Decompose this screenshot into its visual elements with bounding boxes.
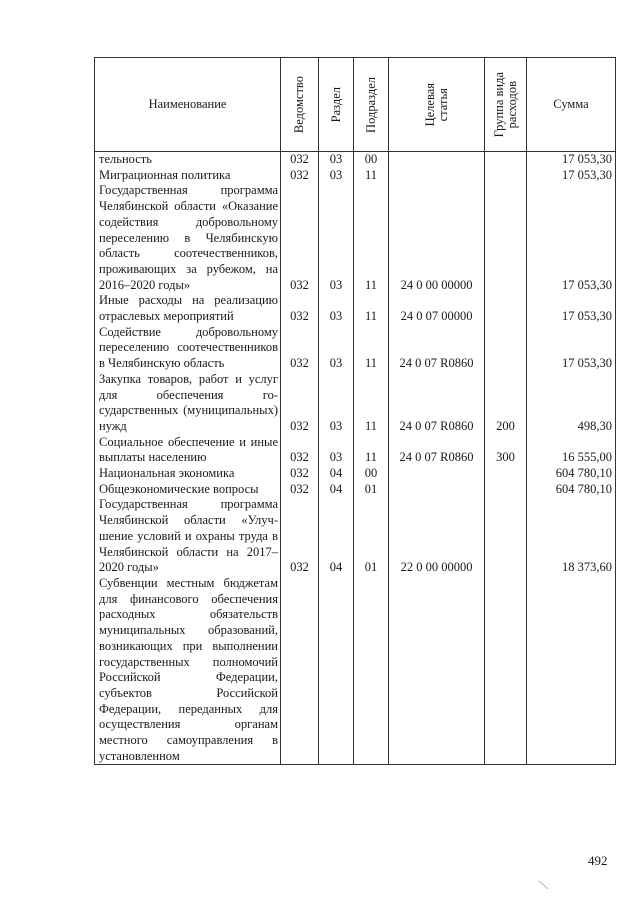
cell-ministry: 032 xyxy=(281,325,319,372)
cell-subsection: 11 xyxy=(354,168,389,184)
header-target: Целевая статья xyxy=(389,58,485,152)
cell-expense-group xyxy=(485,497,527,576)
cell-subsection xyxy=(354,576,389,765)
cell-section: 03 xyxy=(319,372,354,435)
cell-sum: 498,30 xyxy=(527,372,616,435)
header-subsection: Подраздел xyxy=(354,58,389,152)
cell-name: Содействие добровольному переселению соотечественников в Челябинскую область xyxy=(95,325,281,372)
table-row xyxy=(95,482,616,498)
cell-ministry: 032 xyxy=(281,497,319,576)
table-row xyxy=(95,372,616,435)
cell-expense-group xyxy=(485,325,527,372)
cell-sum: 17 053,30 xyxy=(527,168,616,184)
cell-expense-group xyxy=(485,183,527,293)
cell-ministry: 032 xyxy=(281,466,319,482)
cell-ministry: 032 xyxy=(281,435,319,466)
cell-target xyxy=(389,466,485,482)
cell-subsection: 11 xyxy=(354,325,389,372)
cell-target: 24 0 07 R0860 xyxy=(389,325,485,372)
cell-subsection: 00 xyxy=(354,152,389,168)
table-row xyxy=(95,466,616,482)
cell-name: Социальное обеспечение и иные выплаты населению xyxy=(95,435,281,466)
cell-sum: 17 053,30 xyxy=(527,293,616,324)
cell-subsection: 11 xyxy=(354,293,389,324)
table-body xyxy=(95,152,616,765)
cell-ministry xyxy=(281,576,319,765)
cell-name: Миграционная политика xyxy=(95,168,281,184)
scan-artifact-mark xyxy=(538,880,550,890)
cell-ministry: 032 xyxy=(281,293,319,324)
table-row xyxy=(95,293,616,324)
cell-section: 04 xyxy=(319,466,354,482)
cell-target xyxy=(389,482,485,498)
cell-name: Государственная программа Челябинской области «Оказание содействия добровольному переселению в Челябинскую область соотечественников, проживающих за рубежом, на 2016–2020 годы» xyxy=(95,183,281,293)
header-ministry: Ведомство xyxy=(281,58,319,152)
cell-ministry: 032 xyxy=(281,168,319,184)
cell-target: 24 0 07 R0860 xyxy=(389,435,485,466)
cell-name: Субвенции местным бюджетам для финансового обеспечения расходных обязательств муниципальных образований, возникающих при выполнении государственных полномочий Российской Федерации, субъектов Российской Федерации, переданных для осуществления органам местного самоуправления в установленном xyxy=(95,576,281,765)
cell-name: Закупка товаров, работ и услуг для обеспечения государственных (муниципальных) нужд xyxy=(95,372,281,435)
cell-sum: 18 373,60 xyxy=(527,497,616,576)
cell-target xyxy=(389,168,485,184)
cell-expense-group xyxy=(485,152,527,168)
cell-subsection: 01 xyxy=(354,482,389,498)
cell-section: 04 xyxy=(319,482,354,498)
budget-table xyxy=(94,57,616,765)
table-row xyxy=(95,183,616,293)
table-row xyxy=(95,325,616,372)
cell-expense-group xyxy=(485,576,527,765)
cell-section: 03 xyxy=(319,168,354,184)
cell-subsection: 11 xyxy=(354,183,389,293)
cell-name: Иные расходы на реализацию отраслевых мероприятий xyxy=(95,293,281,324)
cell-section xyxy=(319,576,354,765)
cell-name: Общеэкономические вопросы xyxy=(95,482,281,498)
cell-subsection: 01 xyxy=(354,497,389,576)
cell-subsection: 11 xyxy=(354,435,389,466)
table-row xyxy=(95,497,616,576)
cell-ministry: 032 xyxy=(281,183,319,293)
cell-name: Государственная программа Челябинской области «Улучшение условий и охраны труда в Челябинской области на 2017–2020 годы» xyxy=(95,497,281,576)
cell-expense-group xyxy=(485,168,527,184)
cell-subsection: 00 xyxy=(354,466,389,482)
cell-section: 03 xyxy=(319,435,354,466)
cell-expense-group xyxy=(485,466,527,482)
cell-expense-group: 200 xyxy=(485,372,527,435)
cell-sum: 17 053,30 xyxy=(527,183,616,293)
cell-ministry: 032 xyxy=(281,372,319,435)
cell-sum: 604 780,10 xyxy=(527,466,616,482)
cell-section: 04 xyxy=(319,497,354,576)
header-section: Раздел xyxy=(319,58,354,152)
cell-expense-group xyxy=(485,482,527,498)
cell-target: 24 0 00 00000 xyxy=(389,183,485,293)
cell-ministry: 032 xyxy=(281,482,319,498)
cell-sum xyxy=(527,576,616,765)
cell-sum: 604 780,10 xyxy=(527,482,616,498)
cell-target xyxy=(389,576,485,765)
cell-section: 03 xyxy=(319,152,354,168)
cell-section: 03 xyxy=(319,293,354,324)
header-expense-group: Группа вида расходов xyxy=(485,58,527,152)
header-sum: Сумма xyxy=(527,58,616,152)
table-row xyxy=(95,576,616,765)
cell-name: Национальная экономика xyxy=(95,466,281,482)
cell-expense-group xyxy=(485,293,527,324)
cell-ministry: 032 xyxy=(281,152,319,168)
cell-target: 22 0 00 00000 xyxy=(389,497,485,576)
cell-sum: 17 053,30 xyxy=(527,325,616,372)
table-row xyxy=(95,435,616,466)
table-header-row xyxy=(95,58,616,152)
cell-sum: 17 053,30 xyxy=(527,152,616,168)
cell-section: 03 xyxy=(319,183,354,293)
header-name: Наименование xyxy=(95,58,281,152)
cell-expense-group: 300 xyxy=(485,435,527,466)
cell-target: 24 0 07 R0860 xyxy=(389,372,485,435)
cell-target: 24 0 07 00000 xyxy=(389,293,485,324)
cell-name: тельность xyxy=(95,152,281,168)
cell-target xyxy=(389,152,485,168)
cell-subsection: 11 xyxy=(354,372,389,435)
table-row xyxy=(95,168,616,184)
table-row xyxy=(95,152,616,168)
page-number: 492 xyxy=(588,853,608,868)
cell-section: 03 xyxy=(319,325,354,372)
cell-sum: 16 555,00 xyxy=(527,435,616,466)
